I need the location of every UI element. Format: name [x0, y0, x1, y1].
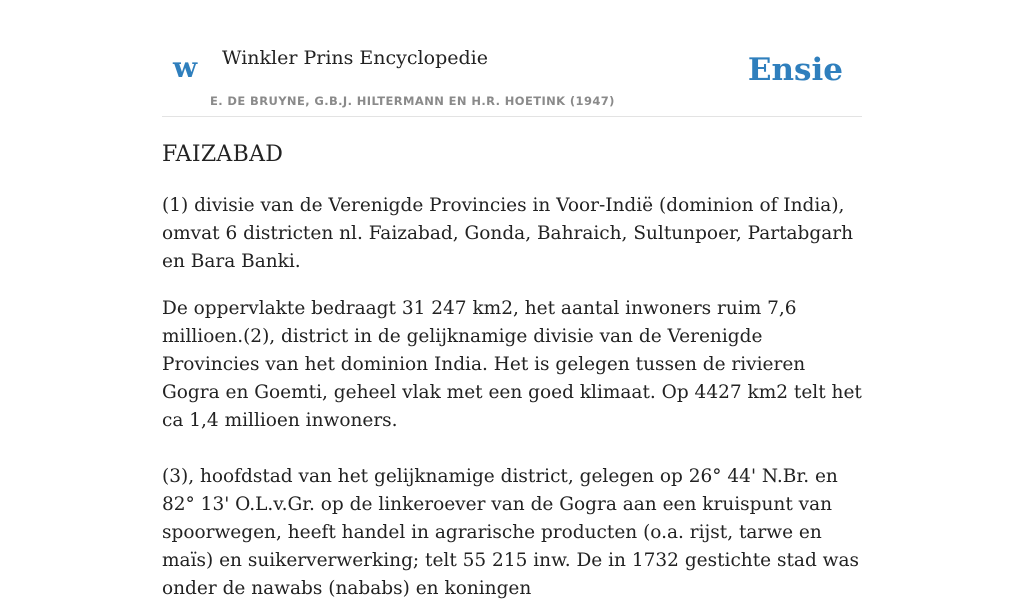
article-paragraph: (1) divisie van de Verenigde Provincies in Voor-Indië (dominion of India), omvat 6 districten nl. Faizabad, Gonda, Bahraich, Sultunpoer, Partabgarh en Bara Banki. — [162, 195, 854, 272]
article-paragraph: (3), hoofdstad van het gelijknamige district, gelegen op 26° 44' N.Br. en 82° 13' O.L.v.Gr. op de linkeroever van de Gogra aan een kruispunt van spoorwegen, heeft handel in agrarische producten (o.a. rijst, tarwe en maïs) en suikerverwerking; telt 55 215 inw. De in 1732 gestichte stad was onder de nawabs (nababs) en koningen — [162, 466, 860, 599]
source-authors: E. DE BRUYNE, G.B.J. HILTERMANN EN H.R. HOETINK (1947) — [210, 94, 615, 108]
winkler-prins-logo-icon[interactable]: w — [173, 51, 198, 84]
source-header — [162, 0, 862, 117]
source-title[interactable]: Winkler Prins Encyclopedie — [222, 47, 488, 69]
ensie-brand-logo[interactable]: Ensie — [747, 52, 843, 88]
article — [162, 136, 862, 603]
article-paragraph: De oppervlakte bedraagt 31 247 km2, het aantal inwoners ruim 7,6 millioen.(2), district in de gelijknamige divisie van de Verenigde Provincies van het dominion India. Het is gelegen tussen de rivieren Gogra en Goemti, geheel vlak met een goed klimaat. Op 4427 km2 telt het ca 1,4 millioen inwoners. — [162, 298, 862, 431]
article-title: FAIZABAD — [162, 142, 284, 167]
